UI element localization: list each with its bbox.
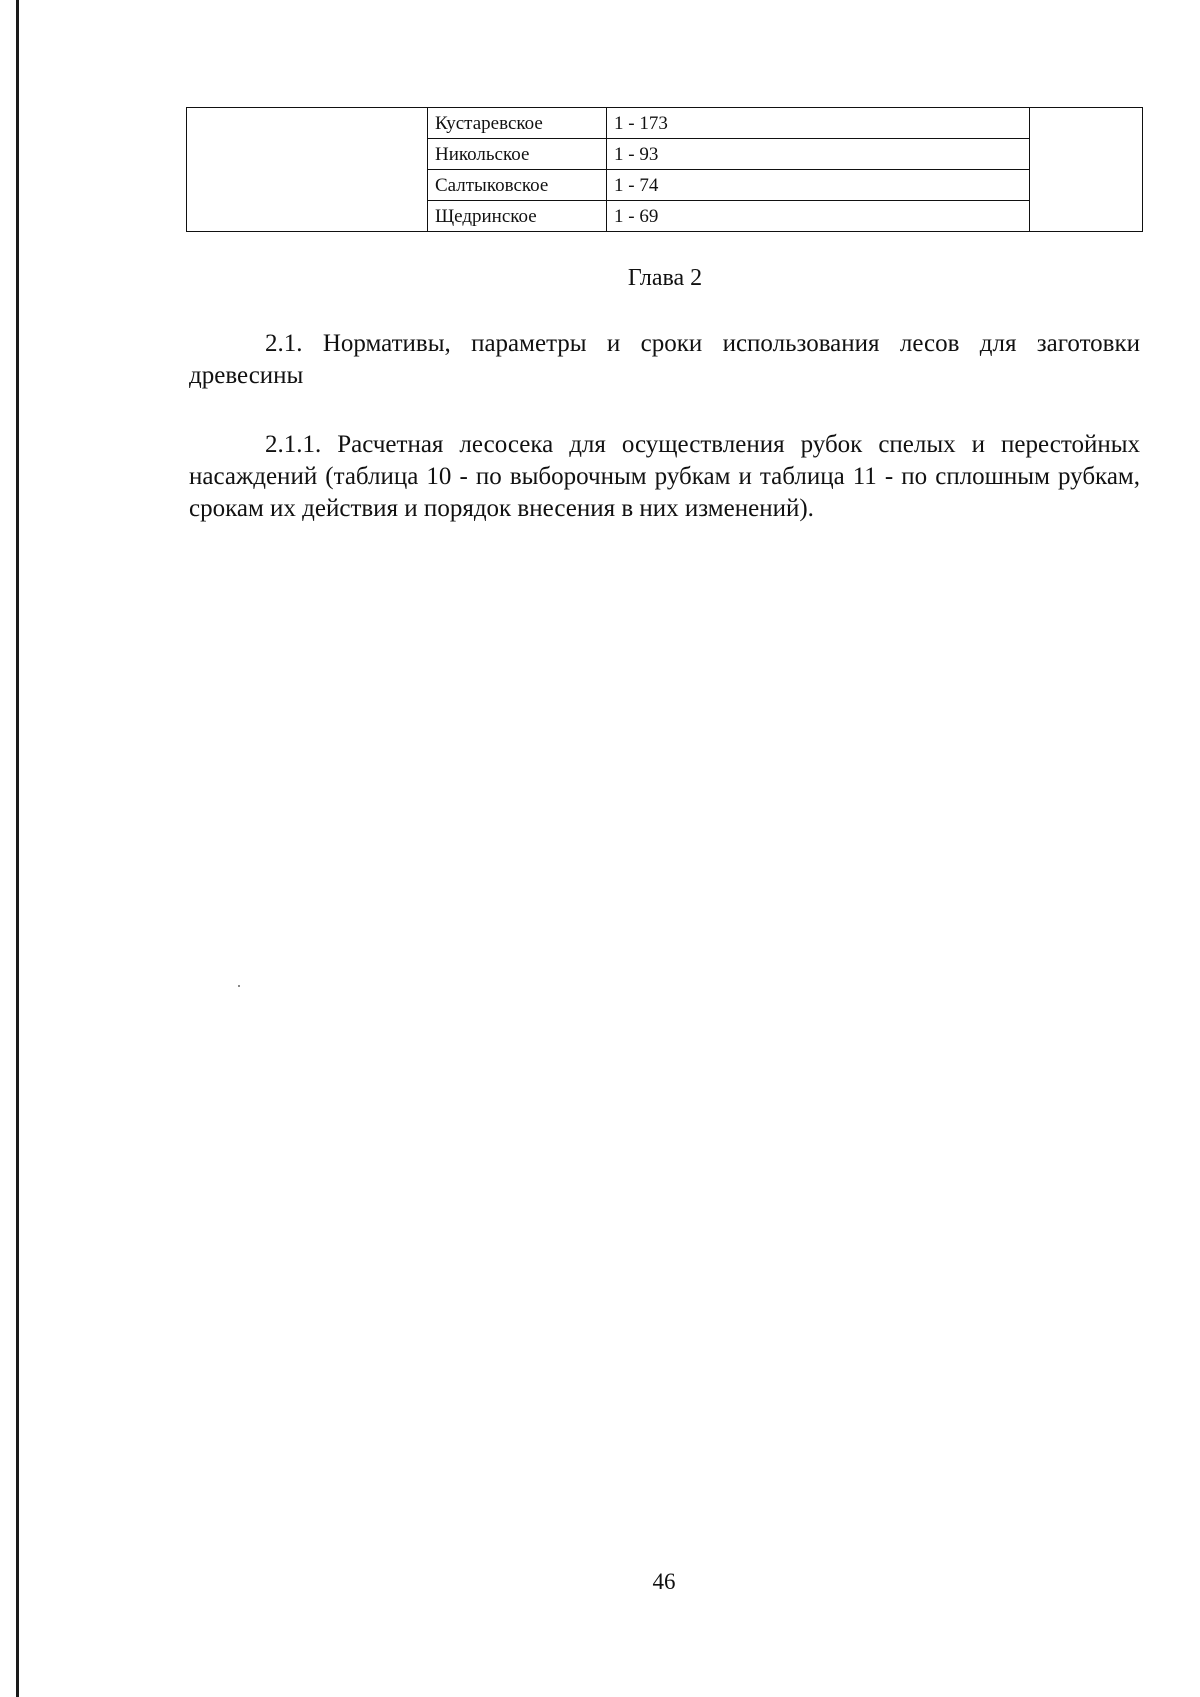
- subsection-paragraph: 2.1.1. Расчетная лесосека для осуществления рубок спелых и перестойных насаждений (таблица 10 - по выборочным рубкам и таблица 11 - по сплошным рубкам, срокам их действия и порядок внесения в них изменений).: [189, 431, 1140, 522]
- chapter-title: Глава 2: [627, 265, 703, 291]
- merged-empty-cell: [1030, 108, 1143, 232]
- quarter-range-cell: 1 - 69: [607, 201, 1030, 232]
- quarter-range-cell: 1 - 74: [607, 170, 1030, 201]
- district-name-cell: Кустаревское: [428, 108, 607, 139]
- scan-speck: [238, 985, 240, 987]
- quarter-range-cell: 1 - 173: [607, 108, 1030, 139]
- district-name-cell: Салтыковское: [428, 170, 607, 201]
- section-heading: 2.1. Нормативы, параметры и сроки использования лесов для заготовки древесины: [189, 330, 1140, 389]
- table-row: [187, 108, 1143, 139]
- forestry-districts-table: [186, 107, 1143, 232]
- merged-empty-cell: [187, 108, 428, 232]
- quarter-range-cell: 1 - 93: [607, 139, 1030, 170]
- district-name-cell: Никольское: [428, 139, 607, 170]
- page-number: 46: [652, 1569, 676, 1594]
- district-name-cell: Щедринское: [428, 201, 607, 232]
